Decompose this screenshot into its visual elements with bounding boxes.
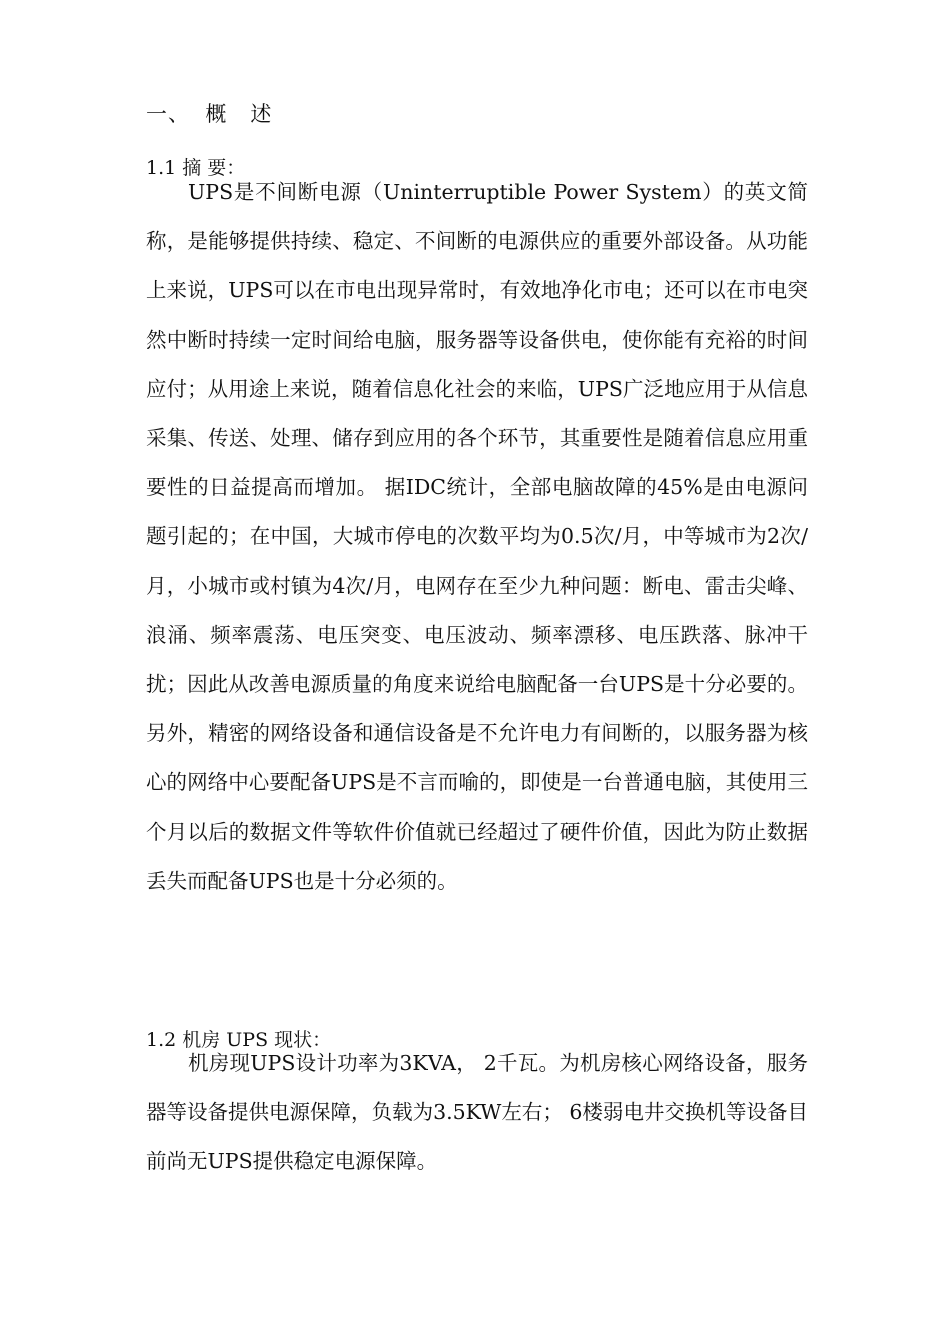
status-heading: 1.2 机房 UPS 现状： — [146, 1029, 332, 1051]
status-paragraph: 机房现UPS设计功率为3KVA， 2千瓦。为机房核心网络设备，服务器等设备提供电源保障，负载为3.5KW左右； 6楼弱电井交换机等设备目前尚无UPS提供稳定电源保障。 — [146, 1051, 808, 1174]
summary-heading: 1.1 摘 要： — [146, 157, 246, 179]
section-heading: 一、 概 述 — [146, 102, 273, 126]
summary-paragraph: UPS是不间断电源（Uninterruptible Power System）的英文简称，是能够提供持续、稳定、不间断的电源供应的重要外部设备。从功能上来说，UPS可以在市电出现异常时，有效地净化市电；还可以在市电突然中断时持续一定时间给电脑，服务器等设备供电，使你能有充裕的时间应付；从用途上来说，随着信息化社会的来临，UPS广泛地应用于从信息采集、传送、处理、储存到应用的各个环节，其重要性是随着信息应用重要性的日益提高而增加。 据IDC统计，全部电脑故障的45%是由电源问题引起的；在中国，大城市停电的次数平均为0.5次/月，中等城市为2次/月，小城市或村镇为4次/月，电网存在至少九种问题：断电、雷击尖峰、浪涌、频率震荡、电压突变、电压波动、频率漂移、电压跌落、脉冲干扰；因此从改善电源质量的角度来说给电脑配备一台UPS是十分必要的。另外，精密的网络设备和通信设备是不允许电力有间断的，以服务器为核心的网络中心要配备UPS是不言而喻的，即使是一台普通电脑，其使用三个月以后的数据文件等软件价值就已经超过了硬件价值，因此为防止数据丢失而配备UPS也是十分必须的。 — [146, 180, 808, 893]
